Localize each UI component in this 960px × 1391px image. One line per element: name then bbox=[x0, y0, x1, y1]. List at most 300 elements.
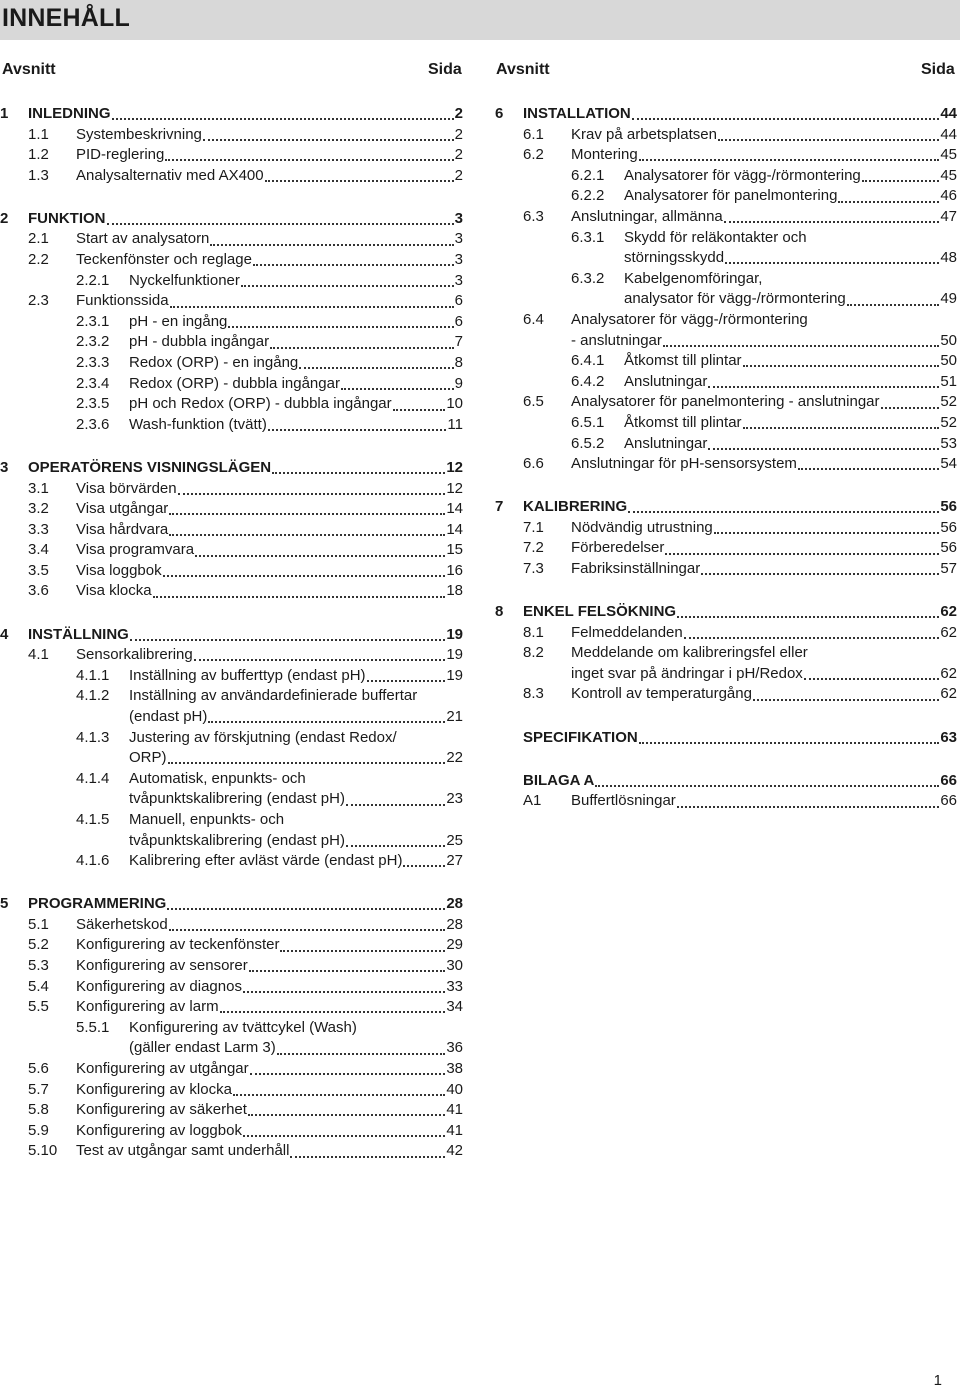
toc-entry-number: 6 bbox=[495, 105, 504, 122]
toc-entry-label: Visa programvara bbox=[76, 540, 194, 561]
toc-entry-label: Anslutningar för pH-sensorsystem bbox=[571, 454, 797, 475]
toc-entry-number: 2.3.4 bbox=[76, 374, 110, 392]
toc-entry-row[interactable] bbox=[0, 271, 463, 292]
toc-entry-label: Nödvändig utrustning bbox=[571, 518, 713, 539]
toc-entry-page: 45 bbox=[940, 146, 957, 164]
toc-entry-row[interactable] bbox=[495, 186, 957, 207]
toc-entry bbox=[76, 499, 463, 520]
toc-entry bbox=[76, 145, 463, 166]
dot-leader bbox=[804, 678, 940, 680]
dot-leader bbox=[250, 1073, 446, 1075]
toc-entry-number: 4.1 bbox=[28, 646, 49, 664]
dot-leader bbox=[228, 326, 453, 328]
toc-entry-label: Konfigurering av sensorer bbox=[76, 956, 248, 977]
toc-entry-label: BILAGA A bbox=[523, 771, 594, 792]
toc-entry bbox=[571, 684, 957, 705]
dot-leader bbox=[743, 365, 940, 367]
toc-entry bbox=[571, 331, 957, 352]
toc-entry-page: 66 bbox=[940, 771, 957, 789]
dot-leader bbox=[718, 139, 939, 141]
toc-entry-row[interactable] bbox=[0, 915, 463, 936]
toc-entry-label: KALIBRERING bbox=[523, 497, 627, 518]
toc-entry-row[interactable] bbox=[0, 145, 463, 166]
toc-entry-page: 19 bbox=[446, 666, 463, 684]
toc-entry-row[interactable] bbox=[0, 540, 463, 561]
toc-entry bbox=[76, 645, 463, 666]
dot-leader bbox=[632, 118, 940, 120]
toc-entry-page: 46 bbox=[940, 187, 957, 205]
toc-entry-number: 4.1.5 bbox=[76, 810, 110, 828]
toc-entry-page: 62 bbox=[940, 664, 957, 682]
dot-leader bbox=[241, 285, 454, 287]
toc-entry bbox=[624, 186, 957, 207]
toc-entry-row[interactable] bbox=[0, 707, 463, 728]
toc-entry-row[interactable] bbox=[495, 413, 957, 434]
toc-entry-number: 3.1 bbox=[28, 479, 49, 497]
toc-entry-row[interactable] bbox=[0, 520, 463, 541]
toc-chapter-row[interactable] bbox=[0, 625, 463, 646]
toc-entry-page: 47 bbox=[940, 207, 957, 225]
toc-entry bbox=[129, 332, 463, 353]
toc-entry-row[interactable] bbox=[0, 125, 463, 146]
toc-entry-row[interactable] bbox=[495, 623, 957, 644]
toc-entry-page: 6 bbox=[454, 312, 463, 330]
toc-entry-number: 2.3.1 bbox=[76, 312, 110, 330]
toc-entry bbox=[129, 851, 463, 872]
toc-entry-number: 6.1 bbox=[523, 125, 544, 143]
toc-chapter-row[interactable] bbox=[495, 602, 957, 623]
toc-entry-row[interactable] bbox=[0, 415, 463, 436]
toc-entry-row[interactable] bbox=[0, 956, 463, 977]
toc-entry-label: ENKEL FELSÖKNING bbox=[523, 602, 676, 623]
toc-entry-label: - anslutningar bbox=[571, 331, 662, 352]
dot-leader bbox=[677, 806, 940, 808]
toc-entry-row[interactable] bbox=[0, 312, 463, 333]
toc-entry-page: 22 bbox=[446, 749, 463, 767]
toc-entry-label: Visa loggbok bbox=[76, 561, 162, 582]
toc-entry-page: 44 bbox=[940, 125, 957, 143]
toc-entry-row[interactable] bbox=[495, 643, 957, 664]
toc-entry-row[interactable] bbox=[0, 666, 463, 687]
toc-entry bbox=[571, 538, 957, 559]
toc-entry-number: 5.6 bbox=[28, 1059, 49, 1077]
toc-spacer bbox=[0, 186, 463, 209]
toc-entry-page: 23 bbox=[446, 790, 463, 808]
toc-entry-row[interactable] bbox=[0, 748, 463, 769]
toc-entry bbox=[571, 310, 957, 331]
toc-entry-row[interactable] bbox=[495, 310, 957, 331]
toc-entry bbox=[523, 728, 957, 749]
toc-spacer bbox=[0, 602, 463, 625]
toc-entry-label: Analysatorer för vägg-/rörmontering bbox=[571, 310, 808, 331]
toc-entry-row[interactable] bbox=[495, 434, 957, 455]
toc-entry-row[interactable] bbox=[0, 686, 463, 707]
toc-entry-number: 4.1.6 bbox=[76, 852, 110, 870]
toc-entry bbox=[523, 497, 957, 518]
toc-entry-number: A1 bbox=[523, 792, 542, 810]
toc-entry-label: pH - dubbla ingångar bbox=[129, 332, 269, 353]
toc-entry-row[interactable] bbox=[0, 1018, 463, 1039]
toc-entry-row[interactable] bbox=[0, 789, 463, 810]
toc-entry-label: Konfigurering av klocka bbox=[76, 1080, 232, 1101]
toc-entry-row[interactable] bbox=[495, 454, 957, 475]
dot-leader bbox=[243, 1135, 445, 1137]
toc-entry bbox=[76, 915, 463, 936]
toc-chapter-row[interactable] bbox=[0, 458, 463, 479]
toc-entry-page: 40 bbox=[446, 1080, 463, 1098]
toc-entry-number: 5.4 bbox=[28, 977, 49, 995]
toc-entry-label: Analysatorer för panelmontering bbox=[624, 186, 837, 207]
dot-leader bbox=[270, 347, 454, 349]
toc-entry-row[interactable] bbox=[495, 207, 957, 228]
toc-entry-row[interactable] bbox=[0, 353, 463, 374]
toc-spacer bbox=[495, 475, 957, 498]
toc-entry-page: 42 bbox=[446, 1142, 463, 1160]
toc-entry bbox=[129, 394, 463, 415]
toc-entry-number: 2.3.2 bbox=[76, 333, 110, 351]
toc-entry-row[interactable] bbox=[495, 125, 957, 146]
toc-entry-page: 56 bbox=[940, 518, 957, 536]
toc-entry-row[interactable] bbox=[495, 664, 957, 685]
toc-entry-page: 57 bbox=[940, 559, 957, 577]
toc-entry-page: 19 bbox=[446, 625, 463, 643]
toc-entry-page: 11 bbox=[447, 415, 463, 433]
toc-entry-number: 1 bbox=[0, 105, 9, 122]
dot-leader bbox=[277, 1053, 446, 1055]
toc-entry-page: 19 bbox=[446, 646, 463, 664]
toc-entry bbox=[28, 625, 463, 646]
toc-chapter-row[interactable] bbox=[495, 497, 957, 518]
toc-entry bbox=[523, 104, 957, 125]
toc-entry-page: 2 bbox=[454, 105, 463, 122]
dot-leader bbox=[195, 555, 445, 557]
toc-entry-row[interactable] bbox=[0, 728, 463, 749]
toc-entry-label: Teckenfönster och reglage bbox=[76, 250, 252, 271]
dot-leader bbox=[798, 468, 939, 470]
toc-entry-number: 7.3 bbox=[523, 559, 544, 577]
toc-entry-number: 7 bbox=[495, 498, 504, 516]
toc-entry-label: Meddelande om kalibreringsfel eller bbox=[571, 643, 808, 664]
toc-entry-number: 3 bbox=[0, 458, 9, 476]
toc-entry-number: 5.2 bbox=[28, 936, 49, 954]
toc-chapter-row[interactable] bbox=[0, 209, 463, 230]
toc-entry-row[interactable] bbox=[495, 392, 957, 413]
toc-entry bbox=[129, 748, 463, 769]
toc-entry-row[interactable] bbox=[0, 291, 463, 312]
toc-entry bbox=[76, 479, 463, 500]
toc-entry-number: 6.2.2 bbox=[571, 187, 605, 205]
toc-entry-page: 3 bbox=[454, 230, 463, 248]
toc-entry bbox=[571, 207, 957, 228]
toc-entry-label: Konfigurering av tvättcykel (Wash) bbox=[129, 1018, 357, 1039]
dot-leader bbox=[280, 950, 445, 952]
toc-entry-row[interactable] bbox=[495, 166, 957, 187]
toc-entry-label: Manuell, enpunkts- och bbox=[129, 810, 284, 831]
toc-entry-label: Redox (ORP) - en ingång bbox=[129, 353, 298, 374]
toc-entry-page: 9 bbox=[454, 374, 463, 392]
toc-entry-row[interactable] bbox=[0, 1121, 463, 1142]
toc-entry-number: 5.10 bbox=[28, 1142, 58, 1160]
toc-entry-number: 3.6 bbox=[28, 582, 49, 600]
toc-entry-page: 36 bbox=[446, 1039, 463, 1057]
toc-entry-number: 2.2 bbox=[28, 251, 49, 269]
toc-entry-row[interactable] bbox=[495, 228, 957, 249]
toc-entry-row[interactable] bbox=[0, 499, 463, 520]
toc-entry-row[interactable] bbox=[0, 935, 463, 956]
toc-entry bbox=[76, 520, 463, 541]
toc-entry-row[interactable] bbox=[0, 374, 463, 395]
toc-entry bbox=[624, 434, 957, 455]
toc-entry-page: 50 bbox=[940, 352, 957, 370]
dot-leader bbox=[169, 513, 445, 515]
toc-spacer bbox=[495, 705, 957, 728]
dot-leader bbox=[243, 991, 445, 993]
toc-entry bbox=[129, 728, 463, 749]
dot-leader bbox=[253, 264, 454, 266]
toc-entry-label: tvåpunktskalibrering (endast pH) bbox=[129, 831, 345, 852]
title-bar bbox=[0, 0, 960, 40]
toc-entry-number: 6.4.2 bbox=[571, 372, 605, 390]
toc-entry-label: Åtkomst till plintar bbox=[624, 351, 742, 372]
dot-leader bbox=[130, 639, 445, 641]
toc-entry-row[interactable] bbox=[495, 684, 957, 705]
toc-entry-page: 29 bbox=[446, 936, 463, 954]
toc-entry-page: 45 bbox=[940, 166, 957, 184]
toc-entry-page: 14 bbox=[446, 520, 463, 538]
toc-entry-page: 2 bbox=[454, 166, 463, 184]
toc-entry-page: 33 bbox=[446, 977, 463, 995]
toc-entry bbox=[76, 1100, 463, 1121]
toc-chapter-row[interactable] bbox=[495, 104, 957, 125]
toc-spacer bbox=[0, 872, 463, 895]
toc-entry-row[interactable] bbox=[0, 645, 463, 666]
toc-entry-row[interactable] bbox=[495, 331, 957, 352]
dot-leader bbox=[743, 427, 940, 429]
toc-entry-number: 5 bbox=[0, 895, 9, 913]
toc-entry-row[interactable] bbox=[0, 977, 463, 998]
left-page-header: Sida bbox=[428, 61, 462, 78]
toc-entry-row[interactable] bbox=[0, 479, 463, 500]
dot-leader bbox=[168, 762, 446, 764]
toc-entry bbox=[129, 271, 463, 292]
toc-entry-page: 2 bbox=[454, 125, 463, 143]
toc-entry-row[interactable] bbox=[495, 372, 957, 393]
toc-entry bbox=[28, 894, 463, 915]
toc-entry-label: Sensorkalibrering bbox=[76, 645, 193, 666]
toc-entry-number: 7.1 bbox=[523, 518, 544, 536]
toc-entry-label: Kalibrering efter avläst värde (endast pH) bbox=[129, 851, 402, 872]
toc-entry-label: Analysatorer för panelmontering - anslutningar bbox=[571, 392, 880, 413]
toc-entry-number: 5.1 bbox=[28, 915, 49, 933]
toc-entry-label: Anslutningar, allmänna bbox=[571, 207, 723, 228]
toc-entry bbox=[76, 166, 463, 187]
toc-entry-page: 54 bbox=[940, 455, 957, 473]
toc-entry-number: 1.2 bbox=[28, 146, 49, 164]
toc-entry-row[interactable] bbox=[0, 810, 463, 831]
dot-leader bbox=[107, 223, 454, 225]
dot-leader bbox=[862, 180, 940, 182]
toc-entry bbox=[571, 559, 957, 580]
dot-leader bbox=[167, 908, 445, 910]
toc-entry-page: 62 bbox=[940, 685, 957, 703]
toc-entry-label: Montering bbox=[571, 145, 638, 166]
toc-entry-row[interactable] bbox=[0, 1059, 463, 1080]
dot-leader bbox=[163, 575, 446, 577]
dot-leader bbox=[268, 429, 447, 431]
toc-entry-label: Analysalternativ med AX400 bbox=[76, 166, 264, 187]
toc-entry-row[interactable] bbox=[0, 769, 463, 790]
toc-entry-row[interactable] bbox=[495, 351, 957, 372]
toc-entry bbox=[523, 771, 957, 792]
toc-entry-label: PROGRAMMERING bbox=[28, 894, 166, 915]
toc-entry-label: Wash-funktion (tvätt) bbox=[129, 415, 267, 436]
toc-entry-label: Inställning av användardefinierade buffertar bbox=[129, 686, 417, 707]
dot-leader bbox=[838, 201, 939, 203]
toc-entry-row[interactable] bbox=[0, 997, 463, 1018]
toc-chapter-row[interactable] bbox=[0, 104, 463, 125]
toc-entry-row[interactable] bbox=[0, 1038, 463, 1059]
dot-leader bbox=[248, 1114, 445, 1116]
toc-entry-row[interactable] bbox=[495, 518, 957, 539]
toc-entry-number: 2.3.6 bbox=[76, 415, 110, 433]
toc-entry-label: SPECIFIKATION bbox=[523, 728, 638, 749]
toc-entry-label: Felmeddelanden bbox=[571, 623, 683, 644]
page-title: INNEHÅLL bbox=[2, 4, 130, 32]
toc-entry bbox=[129, 707, 463, 728]
toc-entry-number: 4.1.2 bbox=[76, 687, 110, 705]
toc-entry-label: pH - en ingång bbox=[129, 312, 227, 333]
toc-entry-label: tvåpunktskalibrering (endast pH) bbox=[129, 789, 345, 810]
toc-entry-page: 49 bbox=[940, 290, 957, 308]
toc-entry-number: 1.1 bbox=[28, 125, 49, 143]
dot-leader bbox=[665, 553, 939, 555]
dot-leader bbox=[393, 409, 446, 411]
toc-entry-page: 16 bbox=[446, 561, 463, 579]
toc-entry-row[interactable] bbox=[0, 250, 463, 271]
dot-leader bbox=[639, 742, 940, 744]
toc-entry-row[interactable] bbox=[0, 581, 463, 602]
toc-entry-number: 5.3 bbox=[28, 956, 49, 974]
toc-entry-label: analysator för vägg-/rörmontering bbox=[624, 289, 846, 310]
toc-entry-number: 8 bbox=[495, 603, 504, 621]
toc-spacer bbox=[495, 748, 957, 771]
toc-entry-label: Visa klocka bbox=[76, 581, 152, 602]
toc-entry-page: 50 bbox=[940, 331, 957, 349]
toc-entry-page: 52 bbox=[940, 413, 957, 431]
toc-entry bbox=[76, 1059, 463, 1080]
toc-entry bbox=[129, 789, 463, 810]
toc-entry-page: 27 bbox=[446, 852, 463, 870]
toc-entry-row[interactable] bbox=[0, 831, 463, 852]
toc-entry-page: 66 bbox=[940, 792, 957, 810]
toc-entry-number: 4.1.4 bbox=[76, 769, 110, 787]
toc-entry-label: inget svar på ändringar i pH/Redox bbox=[571, 664, 803, 685]
dot-leader bbox=[346, 845, 445, 847]
toc-entry-label: störningsskydd bbox=[624, 248, 724, 269]
dot-leader bbox=[847, 304, 940, 306]
toc-entry-label: Nyckelfunktioner bbox=[129, 271, 240, 292]
toc-entry-row[interactable] bbox=[495, 791, 957, 812]
toc-chapter-row[interactable] bbox=[495, 771, 957, 792]
toc-entry-number: 6.3 bbox=[523, 207, 544, 225]
toc-entry-number: 6.3.2 bbox=[571, 269, 605, 287]
toc-entry-row[interactable] bbox=[495, 248, 957, 269]
toc-entry-row[interactable] bbox=[495, 289, 957, 310]
toc-entry bbox=[571, 125, 957, 146]
toc-entry-row[interactable] bbox=[0, 1100, 463, 1121]
toc-entry-number: 4 bbox=[0, 625, 9, 643]
toc-entry-page: 18 bbox=[446, 582, 463, 600]
dot-leader bbox=[153, 596, 446, 598]
toc-entry-number: 3.4 bbox=[28, 541, 49, 559]
toc-entry-row[interactable] bbox=[0, 229, 463, 250]
toc-entry-number: 2.3 bbox=[28, 292, 49, 310]
dot-leader bbox=[881, 407, 940, 409]
dot-leader bbox=[684, 637, 940, 639]
toc-entry-label: Test av utgångar samt underhåll bbox=[76, 1141, 289, 1162]
dot-leader bbox=[663, 345, 939, 347]
toc-entry bbox=[523, 602, 957, 623]
toc-entry-row[interactable] bbox=[0, 1141, 463, 1162]
left-section-header: Avsnitt bbox=[2, 61, 56, 78]
toc-entry-label: Säkerhetskod bbox=[76, 915, 168, 936]
toc-entry-label: INSTALLATION bbox=[523, 104, 631, 125]
toc-entry-row[interactable] bbox=[495, 538, 957, 559]
toc-entry bbox=[76, 956, 463, 977]
toc-entry-page: 15 bbox=[446, 541, 463, 559]
toc-entry-row[interactable] bbox=[0, 332, 463, 353]
toc-entry-row[interactable] bbox=[0, 166, 463, 187]
toc-entry-row[interactable] bbox=[0, 851, 463, 872]
toc-entry-row[interactable] bbox=[0, 561, 463, 582]
dot-leader bbox=[639, 159, 940, 161]
toc-entry-row[interactable] bbox=[0, 1080, 463, 1101]
toc-entry-page: 14 bbox=[446, 500, 463, 518]
toc-entry bbox=[129, 415, 463, 436]
dot-leader bbox=[165, 159, 453, 161]
toc-entry-page: 52 bbox=[940, 393, 957, 411]
toc-entry-row[interactable] bbox=[0, 394, 463, 415]
dot-leader bbox=[341, 388, 454, 390]
toc-entry-label: Visa utgångar bbox=[76, 499, 168, 520]
toc-entry-label: Kabelgenomföringar, bbox=[624, 269, 762, 290]
toc-entry bbox=[624, 248, 957, 269]
toc-entry-number: 2.2.1 bbox=[76, 271, 110, 289]
dot-leader bbox=[403, 865, 445, 867]
toc-entry-row[interactable] bbox=[495, 269, 957, 290]
toc-left-column bbox=[0, 104, 463, 1162]
toc-entry-label: Konfigurering av larm bbox=[76, 997, 219, 1018]
toc-chapter-row[interactable] bbox=[0, 894, 463, 915]
toc-entry-page: 63 bbox=[940, 728, 957, 746]
dot-leader bbox=[367, 680, 446, 682]
toc-entry-label: Analysatorer för vägg-/rörmontering bbox=[624, 166, 861, 187]
dot-leader bbox=[210, 244, 453, 246]
dot-leader bbox=[714, 532, 940, 534]
dot-leader bbox=[112, 118, 454, 120]
toc-entry-row[interactable] bbox=[495, 559, 957, 580]
toc-entry-label: Konfigurering av säkerhet bbox=[76, 1100, 247, 1121]
toc-entry bbox=[76, 125, 463, 146]
toc-chapter-row[interactable] bbox=[495, 728, 957, 749]
toc-entry-number: 3.2 bbox=[28, 500, 49, 518]
toc-entry-label: Buffertlösningar bbox=[571, 791, 676, 812]
toc-entry-page: 62 bbox=[940, 603, 957, 621]
toc-entry bbox=[28, 209, 463, 230]
toc-entry bbox=[624, 166, 957, 187]
toc-entry-row[interactable] bbox=[495, 145, 957, 166]
toc-entry-number: 2.1 bbox=[28, 230, 49, 248]
